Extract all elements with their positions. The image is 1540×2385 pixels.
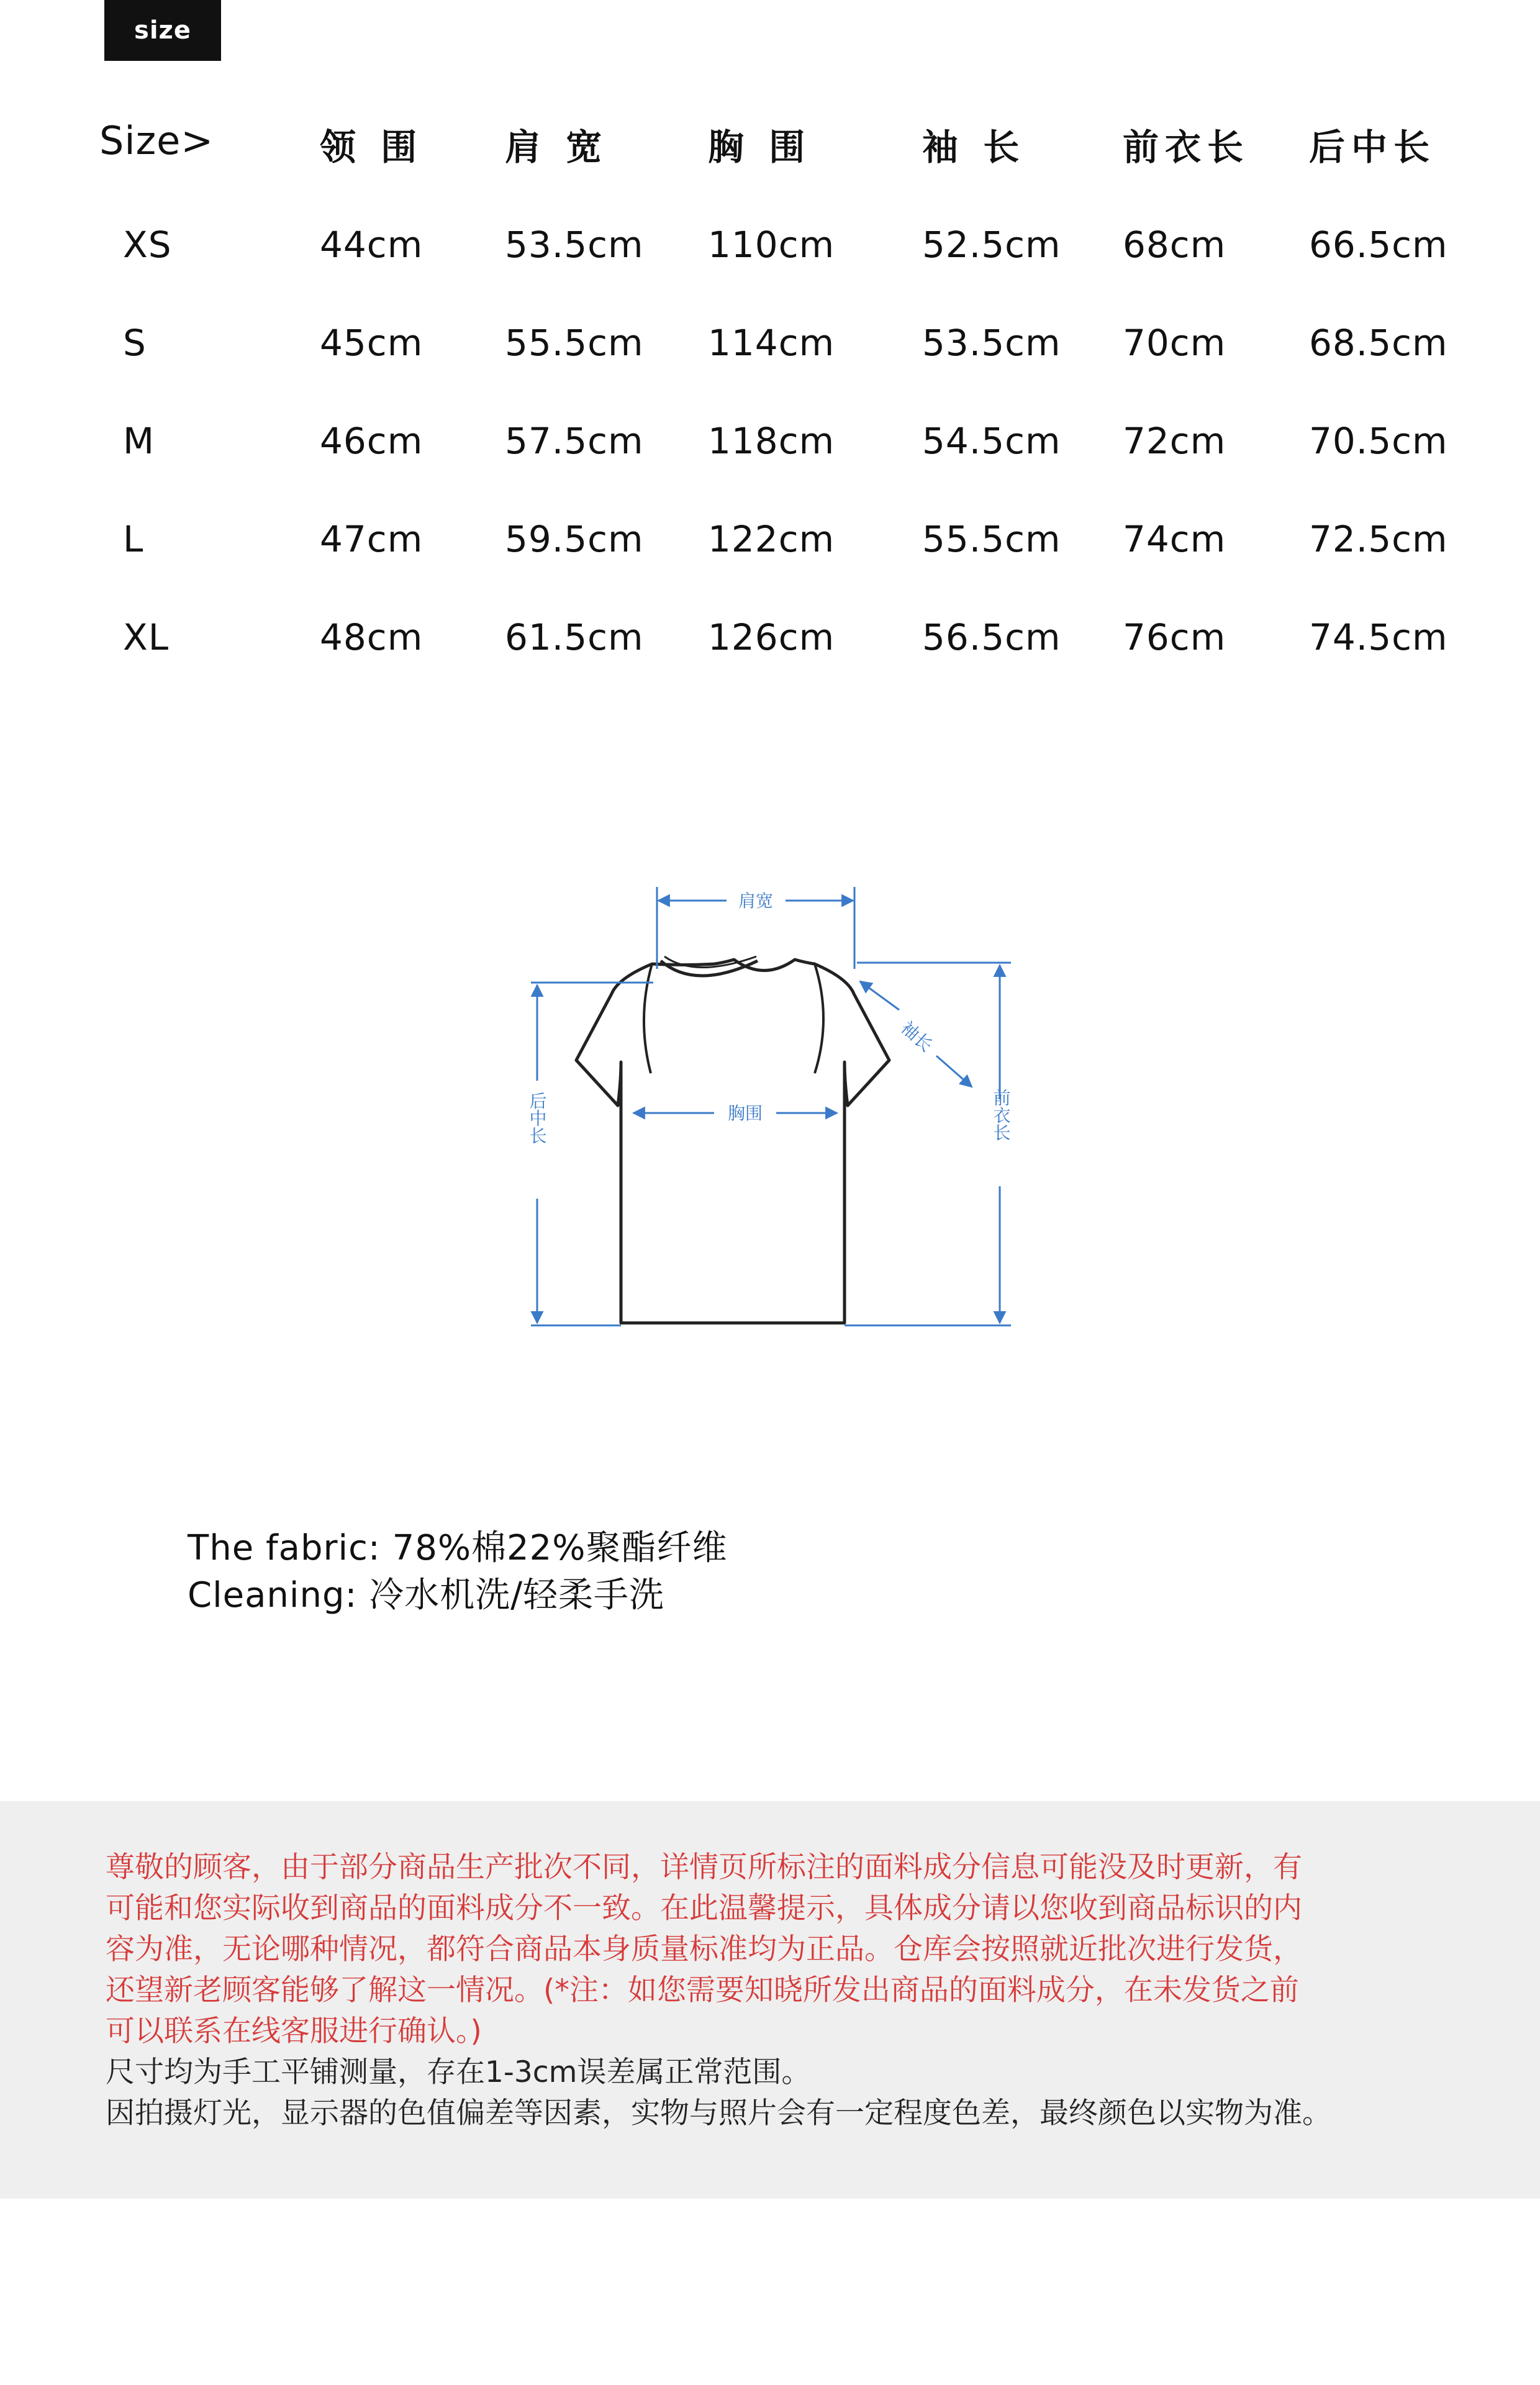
table-row: [99, 420, 1465, 518]
fabric-info: [188, 1525, 728, 1619]
row-cell: 55.5cm: [505, 322, 644, 364]
cleaning-line: Cleaning: 冷水机洗/轻柔手洗: [188, 1575, 665, 1615]
row-size: L: [123, 518, 144, 560]
row-cell: 59.5cm: [505, 518, 644, 560]
row-cell: 61.5cm: [505, 616, 644, 658]
row-cell: 110cm: [708, 224, 835, 266]
row-size: M: [123, 420, 155, 462]
row-cell: 46cm: [320, 420, 424, 462]
tshirt-outline-icon: [576, 960, 889, 1323]
row-cell: 53.5cm: [922, 322, 1061, 364]
notice-dark-line: 尺寸均为手工平铺测量，存在1-3cm误差属正常范围。: [106, 2055, 811, 2089]
row-cell: 57.5cm: [505, 420, 644, 462]
row-cell: 70.5cm: [1309, 420, 1448, 462]
row-cell: 44cm: [320, 224, 424, 266]
notice-red-line: 尊敬的顾客，由于部分商品生产批次不同，详情页所标注的面料成分信息可能没及时更新，有: [106, 1850, 1302, 1884]
row-cell: 52.5cm: [922, 224, 1061, 266]
notice-red-line: 容为准，无论哪种情况，都符合商品本身质量标准均为正品。仓库会按照就近批次进行发货，: [106, 1932, 1302, 1966]
row-cell: 55.5cm: [922, 518, 1061, 560]
tshirt-diagram-svg: [509, 876, 1031, 1348]
back-length-label: 后中长: [527, 1092, 548, 1144]
header-back-length: 后中长: [1309, 126, 1436, 168]
row-cell: 122cm: [708, 518, 835, 560]
table-row: [99, 616, 1465, 714]
header-shoulder: 肩 宽: [505, 126, 609, 168]
fabric-line: The fabric: 78%棉22%聚酯纤维: [188, 1528, 728, 1568]
row-cell: 72.5cm: [1309, 518, 1448, 560]
row-cell: 68cm: [1123, 224, 1226, 266]
table-row: [99, 518, 1465, 616]
row-cell: 126cm: [708, 616, 835, 658]
table-row: [99, 322, 1465, 420]
row-cell: 48cm: [320, 616, 424, 658]
row-cell: 76cm: [1123, 616, 1226, 658]
row-cell: 53.5cm: [505, 224, 644, 266]
row-cell: 56.5cm: [922, 616, 1061, 658]
tshirt-measurement-diagram: [509, 876, 1031, 1348]
header-sleeve: 袖 长: [922, 126, 1026, 168]
front-length-label: 前衣长: [990, 1089, 1012, 1141]
table-row: [99, 224, 1465, 322]
row-cell: 118cm: [708, 420, 835, 462]
row-cell: 68.5cm: [1309, 322, 1448, 364]
notice-red-line: 还望新老顾客能够了解这一情况。(*注：如您需要知晓所发出商品的面料成分，在未发货之前: [106, 1973, 1299, 2007]
size-table: [99, 118, 1465, 714]
row-cell: 114cm: [708, 322, 835, 364]
notice-dark-line: 因拍摄灯光，显示器的色值偏差等因素，实物与照片会有一定程度色差，最终颜色以实物为准。: [106, 2096, 1331, 2130]
row-cell: 74.5cm: [1309, 616, 1448, 658]
chest-label: 胸围: [727, 1103, 763, 1124]
row-cell: 72cm: [1123, 420, 1226, 462]
size-tag: size: [104, 0, 221, 61]
row-size: XL: [123, 616, 170, 658]
row-cell: 47cm: [320, 518, 424, 560]
row-size: S: [123, 322, 147, 364]
notice-panel: [0, 1801, 1540, 2199]
notice-red-line: 可以联系在线客服进行确认。): [106, 2014, 482, 2048]
row-cell: 74cm: [1123, 518, 1226, 560]
row-cell: 66.5cm: [1309, 224, 1448, 266]
table-header-row: [99, 118, 1465, 224]
header-neck: 领 围: [320, 126, 424, 168]
row-cell: 54.5cm: [922, 420, 1061, 462]
row-cell: 45cm: [320, 322, 424, 364]
notice-red-line: 可能和您实际收到商品的面料成分不一致。在此温馨提示，具体成分请以您收到商品标识的内: [106, 1891, 1302, 1925]
header-size: Size>: [99, 118, 214, 163]
shoulder-label: 肩宽: [738, 891, 774, 911]
sleeve-label: 袖长: [897, 1017, 937, 1056]
row-cell: 70cm: [1123, 322, 1226, 364]
header-front-length: 前衣长: [1123, 126, 1250, 168]
row-size: XS: [123, 224, 172, 266]
header-chest: 胸 围: [708, 126, 812, 168]
